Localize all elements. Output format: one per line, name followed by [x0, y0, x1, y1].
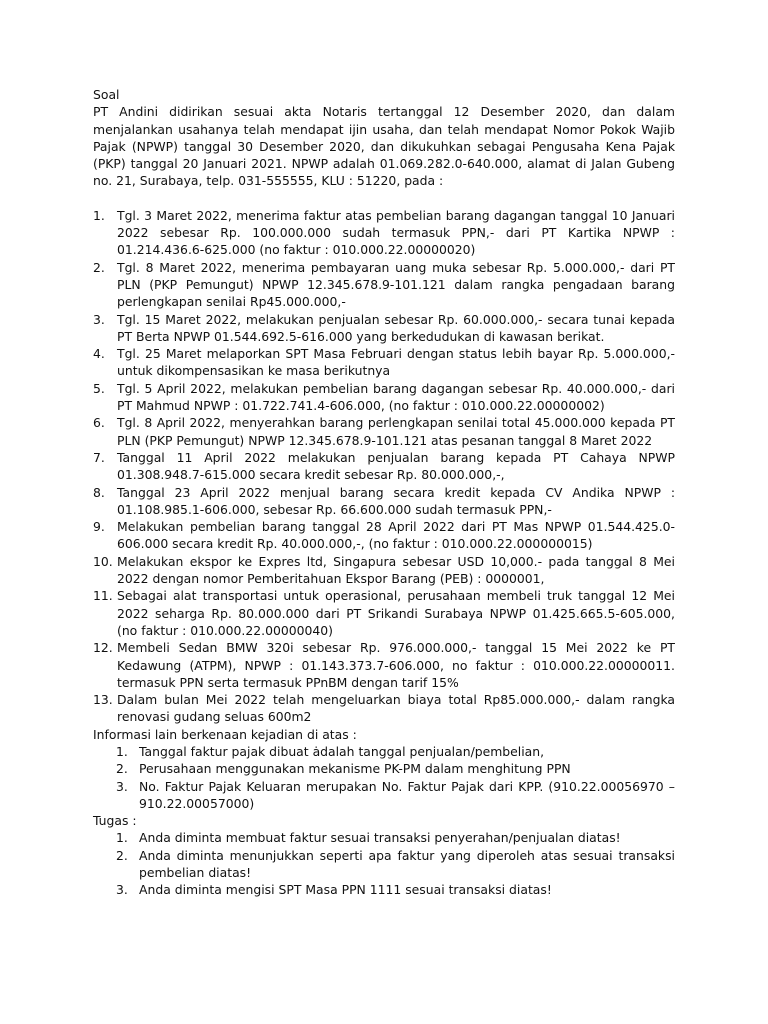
- info-item-text: Tanggal faktur pajak dibuat ȧdalah tanggal penjualan/pembelian,: [139, 743, 545, 759]
- transaction-item-number: 11.: [93, 588, 113, 604]
- transaction-item: [93, 449, 675, 484]
- info-item: [93, 760, 675, 777]
- transaction-item-number: 13.: [93, 692, 113, 708]
- info-item: [93, 743, 675, 760]
- transaction-item-text: Tanggal 11 April 2022 melakukan penjualan barang kepada PT Cahaya NPWP 01.308.948.7-615.000 secara kredit sebesar Rp. 80.000.000,-,: [117, 449, 675, 483]
- document-heading: Soal: [93, 87, 120, 102]
- transaction-item-text: Tgl. 3 Maret 2022, menerima faktur atas pembelian barang dagangan tanggal 10 Januari 2022 sebesar Rp. 100.000.000 sudah termasuk PPN,- dari PT Kartika NPWP : 01.214.436.6-625.000 (no faktur : 010.000.22.00000020): [117, 207, 675, 258]
- transaction-item-number: 6.: [93, 415, 105, 431]
- task-item-text: Anda diminta menunjukkan seperti apa faktur yang diperoleh atas sesuai transaksi pembelian diatas!: [139, 847, 675, 881]
- transaction-item: [93, 380, 675, 415]
- transaction-item-text: Tgl. 5 April 2022, melakukan pembelian barang dagangan sebesar Rp. 40.000.000,- dari PT Mahmud NPWP : 01.722.741.4-606.000, (no faktur : 010.000.22.00000002): [117, 380, 675, 414]
- transaction-item: [93, 691, 675, 726]
- transaction-item: [93, 345, 675, 380]
- transaction-item-text: Membeli Sedan BMW 320i sebesar Rp. 976.000.000,- tanggal 15 Mei 2022 ke PT Kedawung (ATPM), NPWP : 01.143.373.7-606.000, no faktur : 010.000.22.00000011. termasuk PPN serta termasuk PPnBM dengan tarif 15%: [117, 640, 675, 690]
- transaction-item: [93, 484, 675, 519]
- transaction-item-number: 1.: [93, 207, 105, 223]
- transaction-item-number: 12.: [93, 640, 113, 656]
- transaction-item-number: 8.: [93, 484, 105, 500]
- transaction-item-text: Tgl. 25 Maret melaporkan SPT Masa Februari dengan status lebih bayar Rp. 5.000.000,- untuk dikompensasikan ke masa berikutnya: [117, 346, 675, 379]
- task-item: [93, 829, 675, 846]
- transaction-item: [93, 259, 675, 311]
- transaction-item: [93, 414, 675, 449]
- transaction-item-number: 10.: [93, 553, 113, 569]
- transaction-item-text: Tgl. 8 April 2022, menyerahkan barang perlengkapan senilai total 45.000.000 kepada PT PLN (PKP Pemungut) NPWP 12.345.678.9-101.121 atas pesanan tanggal 8 Maret 2022: [117, 415, 675, 448]
- info-item-text: Perusahaan menggunakan mekanisme PK-PM dalam menghitung PPN: [139, 761, 571, 777]
- transaction-item-text: Tgl. 15 Maret 2022, melakukan penjualan sebesar Rp. 60.000.000,- secara tunai kepada PT Berta NPWP 01.544.692.5-616.000 yang berkedudukan di kawasan berikat.: [117, 311, 675, 344]
- transaction-item: [93, 587, 675, 639]
- info-item-number: 3.: [116, 778, 128, 794]
- tasks-title: Tugas :: [93, 813, 137, 829]
- transaction-item-text: Tgl. 8 Maret 2022, menerima pembayaran uang muka sebesar Rp. 5.000.000,- dari PT PLN (PKP Pemungut) NPWP 12.345.678.9-101.121 dalam rangka pengadaan barang perlengkapan senilai Rp45.000.000,-: [117, 259, 675, 310]
- info-list: [93, 743, 675, 812]
- transaction-item-number: 4.: [93, 346, 105, 362]
- transaction-item: [93, 518, 675, 553]
- tasks-list: [93, 829, 675, 898]
- info-item-number: 1.: [116, 743, 128, 759]
- transaction-item-number: 2.: [93, 259, 105, 275]
- transaction-item: [93, 207, 675, 259]
- task-item: [93, 847, 675, 882]
- transaction-item: [93, 639, 675, 691]
- transaction-item-text: Melakukan pembelian barang tanggal 28 April 2022 dari PT Mas NPWP 01.544.425.0-606.000 secara kredit Rp. 40.000.000,-, (no faktur : 010.000.22.000000015): [117, 519, 675, 552]
- transaction-item: [93, 553, 675, 588]
- transaction-item-number: 7.: [93, 449, 105, 465]
- task-item-number: 2.: [116, 847, 128, 863]
- transaction-item-text: Sebagai alat transportasi untuk operasional, perusahaan membeli truk tanggal 12 Mei 2022 seharga Rp. 80.000.000 dari PT Srikandi Surabaya NPWP 01.425.665.5-605.000, (no faktur : 010.000.22.00000040): [117, 588, 675, 638]
- transaction-item-text: Tanggal 23 April 2022 menjual barang secara kredit kepada CV Andika NPWP : 01.108.985.1-606.000, sebesar Rp. 66.600.000 sudah termasuk PPN,-: [117, 484, 675, 517]
- spacer: [93, 190, 675, 207]
- transaction-item-number: 3.: [93, 311, 105, 327]
- info-title: Informasi lain berkenaan kejadian di atas :: [93, 726, 357, 742]
- task-item-number: 3.: [116, 882, 128, 898]
- info-item: [93, 778, 675, 813]
- info-item-text: No. Faktur Pajak Keluaran merupakan No. Faktur Pajak dari KPP. (910.22.00056970 – 910.22.00057000): [139, 778, 675, 811]
- transaction-item: [93, 311, 675, 346]
- transaction-item-text: Melakukan ekspor ke Expres ltd, Singapura sebesar USD 10,000.- pada tanggal 8 Mei 2022 dengan nomor Pemberitahuan Ekspor Barang (PEB) : 0000001,: [117, 553, 675, 587]
- task-item-text: Anda diminta membuat faktur sesuai transaksi penyerahan/penjualan diatas!: [139, 830, 621, 846]
- task-item-number: 1.: [116, 830, 128, 846]
- intro-paragraph: PT Andini didirikan sesuai akta Notaris tertanggal 12 Desember 2020, dan dalam menjalankan usahanya telah mendapat ijin usaha, dan telah mendapat Nomor Pokok Wajib Pajak (NPWP) tanggal 30 Desember 2020, dan dikukuhkan sebagai Pengusaha Kena Pajak (PKP) tanggal 20 Januari 2021. NPWP adalah 01.069.282.0-640.000, alamat di Jalan Gubeng no. 21, Surabaya, telp. 031-555555, KLU : 51220, pada :: [93, 104, 675, 189]
- task-item-text: Anda diminta mengisi SPT Masa PPN 1111 sesuai transaksi diatas!: [139, 882, 552, 898]
- transaction-item-number: 9.: [93, 519, 105, 535]
- transaction-item-number: 5.: [93, 380, 105, 396]
- transactions-list: [93, 207, 675, 726]
- transaction-item-text: Dalam bulan Mei 2022 telah mengeluarkan biaya total Rp85.000.000,- dalam rangka renovasi gudang seluas 600m2: [117, 692, 675, 725]
- task-item: [93, 881, 675, 898]
- info-item-number: 2.: [116, 761, 128, 777]
